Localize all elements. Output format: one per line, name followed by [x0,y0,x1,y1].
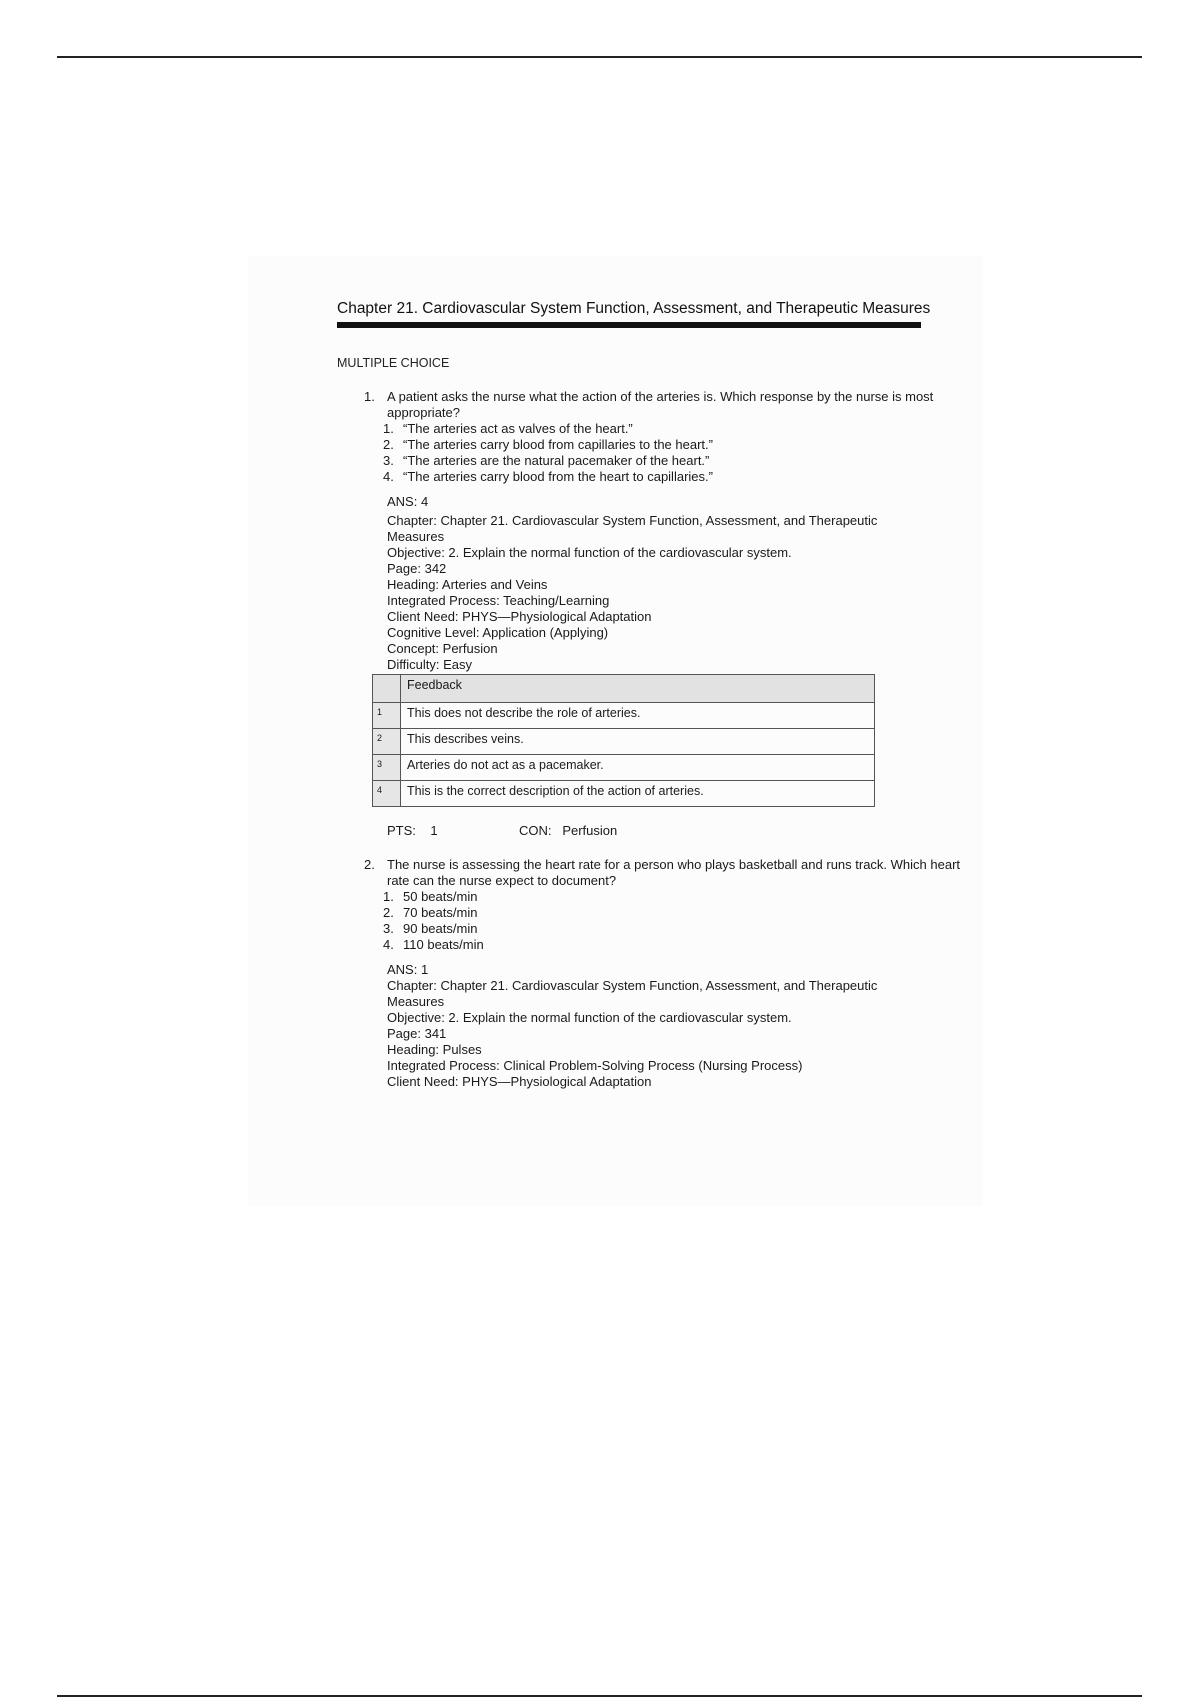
option-item [383,469,987,485]
page-top-rule [57,56,1142,58]
feedback-index: 2 [373,729,401,755]
question-text: The nurse is assessing the heart rate for a person who plays basketball and runs track. Which heart rate can the nurse expect to document? [387,857,961,888]
meta-integrated-process: Integrated Process: Clinical Problem-Solving Process (Nursing Process) [387,1058,803,1073]
option-text: “The arteries carry blood from the heart to capillaries.” [403,469,713,484]
question-number: 1. [364,389,375,404]
document-content [337,300,987,1090]
option-text: 50 beats/min [403,889,478,904]
table-row [373,703,875,729]
feedback-index: 1 [373,703,401,729]
option-number: 2. [383,437,394,452]
feedback-text: This is the correct description of the action of arteries. [401,781,875,807]
option-number: 3. [383,921,394,936]
answer-metadata [387,494,987,673]
feedback-text: This does not describe the role of arteries. [401,703,875,729]
meta-chapter: Chapter: Chapter 21. Cardiovascular System Function, Assessment, and Therapeutic Measures [387,513,878,544]
meta-cognitive-level: Cognitive Level: Application (Applying) [387,625,609,640]
points-concept-line [387,823,987,839]
answer-options [383,889,987,953]
meta-integrated-process: Integrated Process: Teaching/Learning [387,593,610,608]
meta-client-need: Client Need: PHYS—Physiological Adaptation [387,1074,652,1089]
meta-objective: Objective: 2. Explain the normal function of the cardiovascular system. [387,1010,792,1025]
table-row [373,729,875,755]
feedback-index: 3 [373,755,401,781]
pts-value: 1 [430,823,438,838]
option-text: “The arteries carry blood from capillaries to the heart.” [403,437,713,452]
meta-client-need: Client Need: PHYS—Physiological Adaptation [387,609,652,624]
con-value: Perfusion [562,823,618,838]
answer-key: ANS: 4 [387,494,429,509]
option-text: 70 beats/min [403,905,478,920]
answer-key: ANS: 1 [387,962,429,977]
question-1 [337,389,987,839]
title-rule [337,322,921,328]
pts-label: PTS: [387,823,416,838]
option-item [383,921,987,937]
option-number: 4. [383,937,394,952]
option-number: 1. [383,889,394,904]
option-number: 3. [383,453,394,468]
meta-difficulty: Difficulty: Easy [387,657,473,672]
option-number: 2. [383,905,394,920]
question-number: 2. [364,857,375,872]
meta-heading: Heading: Arteries and Veins [387,577,548,592]
option-text: 110 beats/min [403,937,484,952]
feedback-table [372,674,875,807]
option-number: 4. [383,469,394,484]
meta-chapter: Chapter: Chapter 21. Cardiovascular System Function, Assessment, and Therapeutic Measures [387,978,878,1009]
answer-metadata [387,962,987,1090]
feedback-text: This describes veins. [401,729,875,755]
meta-page: Page: 342 [387,561,447,576]
option-text: “The arteries are the natural pacemaker of the heart.” [403,453,710,468]
option-item [383,889,987,905]
meta-concept: Concept: Perfusion [387,641,498,656]
con-label: CON: [518,823,552,838]
question-2 [337,857,987,1090]
feedback-header-row [373,675,875,703]
answer-options [383,421,987,485]
option-text: “The arteries act as valves of the heart.” [403,421,633,436]
feedback-header: Feedback [401,675,875,703]
question-text: A patient asks the nurse what the action of the arteries is. Which response by the nurse is most appropriate? [387,389,934,420]
chapter-title: Chapter 21. Cardiovascular System Function, Assessment, and Therapeutic Measures [337,300,931,317]
meta-heading: Heading: Pulses [387,1042,482,1057]
option-item [383,937,987,953]
option-text: 90 beats/min [403,921,478,936]
table-row [373,781,875,807]
page-bottom-rule [57,1695,1142,1697]
feedback-index-header [373,675,401,703]
table-row [373,755,875,781]
option-item [383,437,987,453]
option-item [383,421,987,437]
meta-objective: Objective: 2. Explain the normal function of the cardiovascular system. [387,545,792,560]
option-item [383,453,987,469]
option-item [383,905,987,921]
option-number: 1. [383,421,394,436]
meta-page: Page: 341 [387,1026,447,1041]
section-heading: MULTIPLE CHOICE [337,356,450,370]
feedback-text: Arteries do not act as a pacemaker. [401,755,875,781]
feedback-index: 4 [373,781,401,807]
